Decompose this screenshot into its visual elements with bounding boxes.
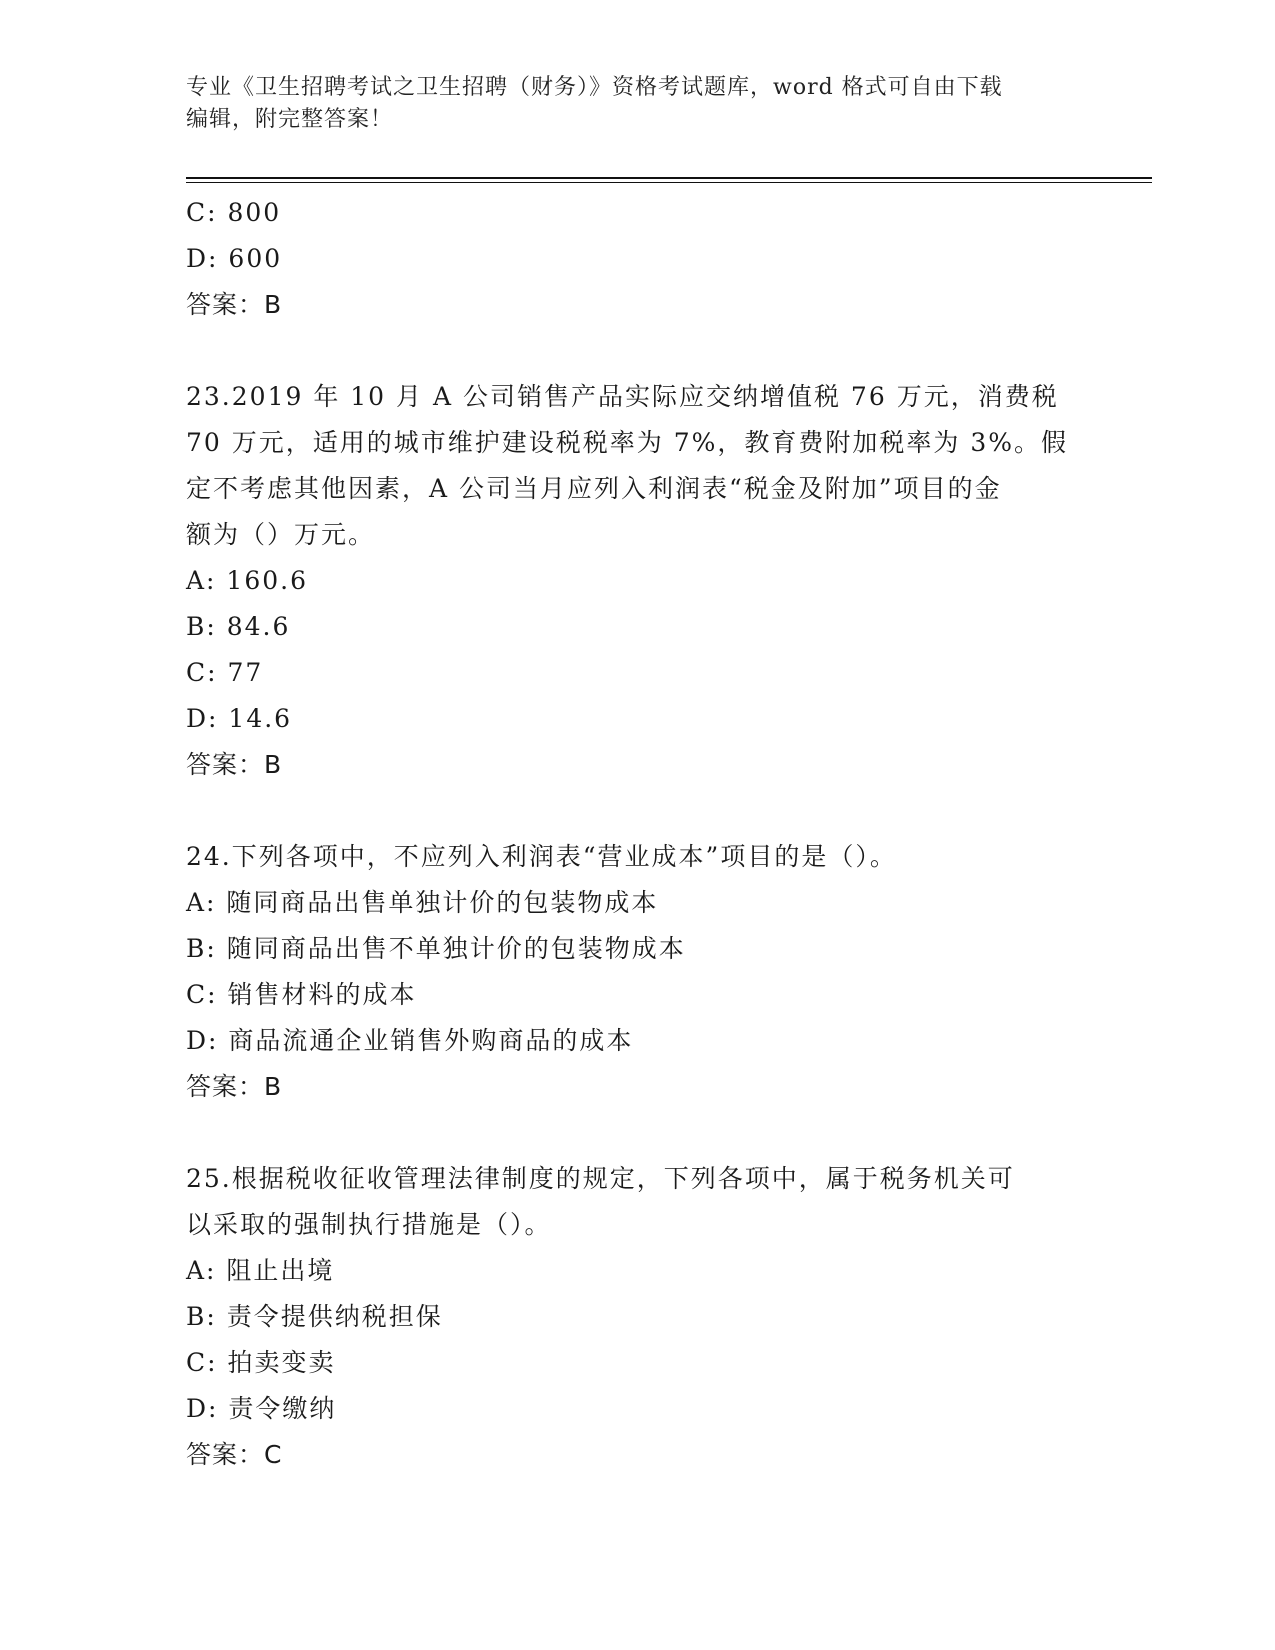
answer-line: 答案：B xyxy=(186,1072,283,1101)
option-c: C: 销售材料的成本 xyxy=(186,980,417,1009)
answer-line: 答案：B xyxy=(186,750,283,779)
option-b: B: 责令提供纳税担保 xyxy=(186,1302,443,1331)
answer-line: 答案：B xyxy=(186,290,283,319)
question-stem-line: 23.2019 年 10 月 A 公司销售产品实际应交纳增值税 76 万元，消费税 xyxy=(186,382,1059,411)
question-stem-line: 25.根据税收征收管理法律制度的规定，下列各项中，属于税务机关可 xyxy=(186,1164,1015,1193)
option-a: A: 160.6 xyxy=(186,566,308,595)
option-b: B: 84.6 xyxy=(186,612,291,641)
question-stem-line: 24.下列各项中，不应列入利润表“营业成本”项目的是（）。 xyxy=(186,842,897,871)
answer-line: 答案：C xyxy=(186,1440,283,1469)
option-c: C: 拍卖变卖 xyxy=(186,1348,336,1377)
question-25 xyxy=(186,1156,1086,1478)
option-c: C: 77 xyxy=(186,658,264,687)
previous-question-tail xyxy=(186,190,1086,328)
option-d: D: 商品流通企业销售外购商品的成本 xyxy=(186,1026,634,1055)
option-d: D: 600 xyxy=(186,244,283,273)
spacer xyxy=(186,788,1086,834)
spacer xyxy=(186,1110,1086,1156)
question-stem-line: 70 万元，适用的城市维护建设税税率为 7%，教育费附加税率为 3%。假 xyxy=(186,428,1068,457)
spacer xyxy=(186,328,1086,374)
header-divider xyxy=(186,177,1152,179)
header-line-1: 专业《卫生招聘考试之卫生招聘（财务）》资格考试题库，word 格式可自由下载 xyxy=(186,75,1003,100)
header-line-2: 编辑，附完整答案！ xyxy=(186,107,394,132)
option-a: A: 随同商品出售单独计价的包装物成本 xyxy=(186,888,659,917)
option-c: C: 800 xyxy=(186,198,282,227)
question-stem-line: 定不考虑其他因素，A 公司当月应列入利润表“税金及附加”项目的金 xyxy=(186,474,1002,503)
question-23 xyxy=(186,374,1086,788)
question-24 xyxy=(186,834,1086,1110)
option-b: B: 随同商品出售不单独计价的包装物成本 xyxy=(186,934,686,963)
question-stem-line: 额为（）万元。 xyxy=(186,520,376,549)
question-list xyxy=(186,190,1086,1478)
page-header xyxy=(186,72,1066,136)
option-d: D: 14.6 xyxy=(186,704,293,733)
option-d: D: 责令缴纳 xyxy=(186,1394,337,1423)
option-a: A: 阻止出境 xyxy=(186,1256,335,1285)
header-divider-thin xyxy=(186,182,1152,183)
question-stem-line: 以采取的强制执行措施是（）。 xyxy=(186,1210,552,1239)
